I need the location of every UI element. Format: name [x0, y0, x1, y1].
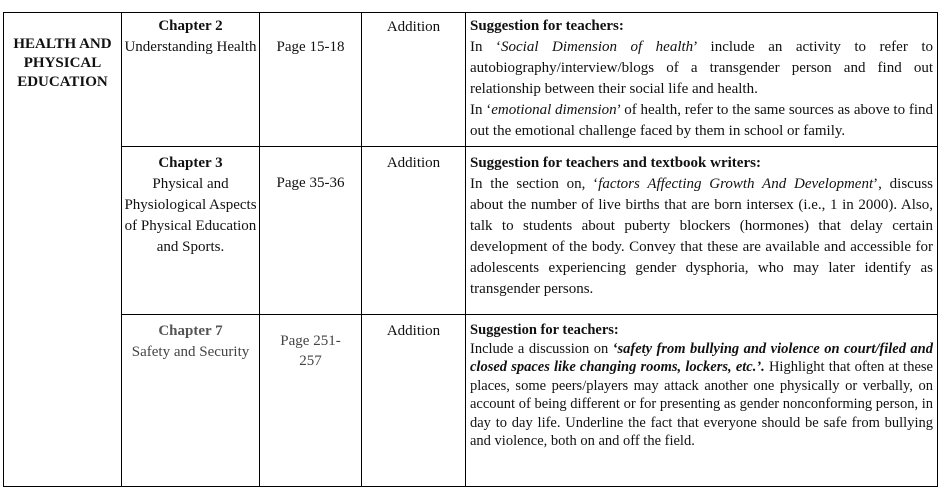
italic-term: Social Dimension of health — [501, 39, 694, 55]
subject-cell: HEALTH AND PHYSICAL EDUCATION — [4, 13, 122, 487]
chapter-title: Chapter 2 — [158, 18, 223, 34]
text-run: Include a discussion on — [470, 340, 613, 357]
chapter-title: Chapter 3 — [158, 155, 223, 171]
italic-term: factors Affecting Growth And Development — [598, 176, 874, 192]
text-run: ’ include an activity to refer to autobiography/interview/blogs of a transgender person and find out relationship between their social life and health. — [470, 39, 934, 97]
italic-term: emotional dimension — [491, 102, 617, 118]
text-run: In the section on, ‘ — [470, 176, 599, 192]
page-range: Page 35-36 — [260, 147, 362, 315]
suggestion-heading: Suggestion for teachers: — [470, 18, 624, 34]
table-row — [4, 13, 938, 147]
page-range: Page 251-257 — [260, 315, 362, 487]
page-range: Page 15-18 — [260, 13, 362, 147]
suggestion-heading: Suggestion for teachers: — [470, 322, 619, 338]
change-type: Addition — [362, 315, 466, 487]
change-type: Addition — [362, 13, 466, 147]
chapter-cell — [122, 13, 260, 147]
text-run: ’ of health, refer to the same sources as above to find out the emotional challenge faced by them in school or family. — [470, 102, 933, 139]
suggestion-paragraph — [470, 174, 933, 300]
text-run: Highlight that often at these places, some peers/players may attack another one physically or verbally, on account of being different or for presenting as gender nonconforming person, in day to day life. Underline the fact that everyone should be safe from bullying and violence, both on and off the field. — [470, 359, 933, 449]
suggestion-cell — [466, 147, 938, 315]
suggestion-cell — [466, 13, 938, 147]
chapter-name: Safety and Security — [131, 344, 250, 360]
chapter-title: Chapter 7 — [158, 323, 223, 339]
suggestion-paragraph — [470, 37, 933, 100]
table-row — [4, 147, 938, 315]
chapter-name: Understanding Health — [124, 39, 257, 55]
suggestion-paragraph — [470, 100, 933, 142]
text-run: In ‘ — [470, 39, 501, 55]
bold-italic-phrase: ‘safety from bullying and violence on court/filed and closed spaces like changing rooms, lockers, etc.’. — [470, 340, 933, 375]
change-type: Addition — [362, 147, 466, 315]
suggestion-cell — [466, 315, 938, 487]
curriculum-table — [3, 12, 938, 487]
text-run: In ‘ — [470, 102, 492, 118]
text-run: ’, discuss about the number of live births that are born intersex (i.e., 1 in 2000). Also, talk to students about puberty blockers (hormones) that delay certain development of the body. Convey that these are available and accessible for adolescents experiencing gender dysphoria, who may later identify as transgender persons. — [470, 176, 933, 297]
chapter-name: Physical and Physiological Aspects of Physical Education and Sports. — [124, 176, 257, 255]
chapter-cell — [122, 147, 260, 315]
suggestion-heading: Suggestion for teachers and textbook writers: — [470, 155, 761, 171]
chapter-cell — [122, 315, 260, 487]
table-row — [4, 315, 938, 487]
suggestion-paragraph — [470, 340, 933, 451]
